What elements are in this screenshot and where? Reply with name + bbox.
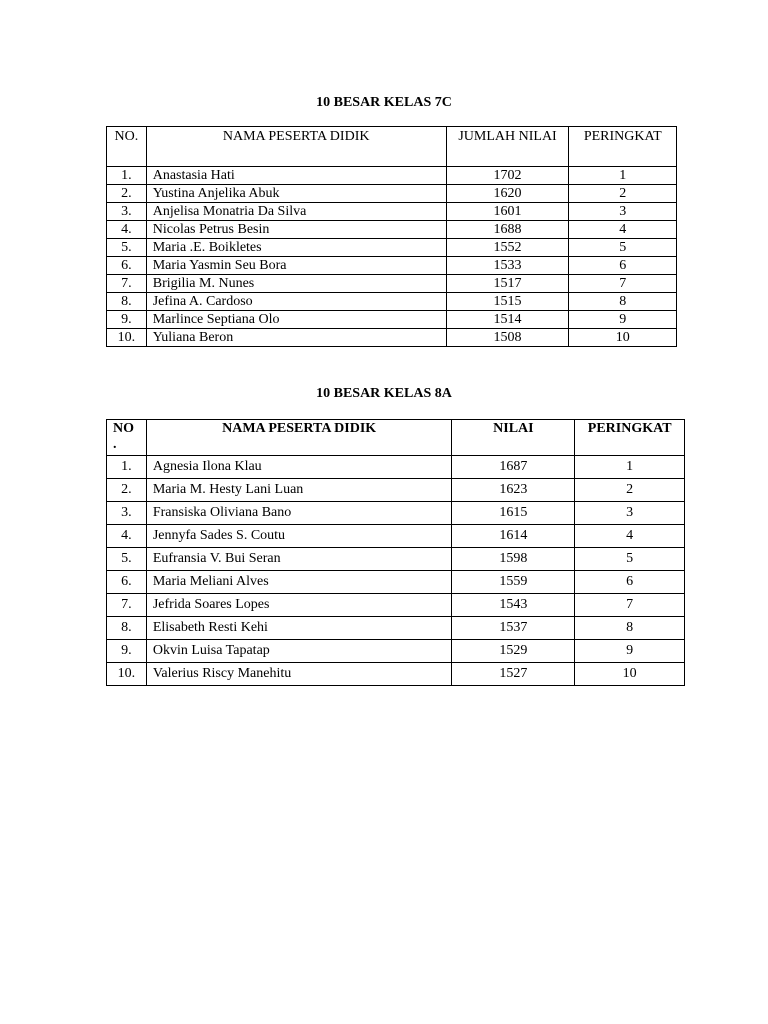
cell-name: Jefrida Soares Lopes (146, 594, 452, 617)
table-row (107, 571, 685, 594)
cell-name: Anjelisa Monatria Da Silva (146, 203, 446, 221)
cell-no: 5. (107, 548, 147, 571)
table-row (107, 167, 677, 185)
table-row (107, 185, 677, 203)
cell-rank: 5 (575, 548, 685, 571)
class-8a-title: 10 BESAR KELAS 8A (316, 386, 452, 401)
cell-name: Fransiska Oliviana Bano (146, 502, 452, 525)
cell-score: 1559 (452, 571, 575, 594)
cell-score: 1615 (452, 502, 575, 525)
cell-name: Eufransia V. Bui Seran (146, 548, 452, 571)
header-rank: PERINGKAT (575, 420, 685, 456)
cell-rank: 3 (569, 203, 677, 221)
cell-score: 1517 (446, 275, 569, 293)
cell-rank: 7 (575, 594, 685, 617)
cell-score: 1543 (452, 594, 575, 617)
cell-no: 2. (107, 479, 147, 502)
cell-rank: 9 (569, 311, 677, 329)
cell-no: 10. (107, 329, 147, 347)
table-row (107, 293, 677, 311)
cell-no: 4. (107, 221, 147, 239)
header-no-line1: NO (113, 421, 134, 436)
cell-rank: 2 (569, 185, 677, 203)
cell-score: 1623 (452, 479, 575, 502)
cell-name: Yuliana Beron (146, 329, 446, 347)
header-no (107, 420, 147, 456)
cell-score: 1688 (446, 221, 569, 239)
cell-score: 1598 (452, 548, 575, 571)
cell-no: 3. (107, 502, 147, 525)
cell-name: Maria M. Hesty Lani Luan (146, 479, 452, 502)
cell-rank: 5 (569, 239, 677, 257)
class-8a-table (106, 419, 685, 686)
cell-name: Okvin Luisa Tapatap (146, 640, 452, 663)
cell-rank: 1 (569, 167, 677, 185)
cell-rank: 10 (569, 329, 677, 347)
header-score: JUMLAH NILAI (446, 127, 569, 167)
cell-no: 5. (107, 239, 147, 257)
cell-no: 8. (107, 293, 147, 311)
cell-name: Brigilia M. Nunes (146, 275, 446, 293)
cell-no: 8. (107, 617, 147, 640)
cell-rank: 7 (569, 275, 677, 293)
cell-no: 4. (107, 525, 147, 548)
cell-rank: 8 (575, 617, 685, 640)
cell-score: 1614 (452, 525, 575, 548)
cell-no: 1. (107, 167, 147, 185)
class-7c-table (106, 126, 677, 347)
cell-score: 1514 (446, 311, 569, 329)
cell-rank: 6 (569, 257, 677, 275)
cell-score: 1515 (446, 293, 569, 311)
cell-no: 6. (107, 571, 147, 594)
table-row (107, 594, 685, 617)
table-header-row (107, 420, 685, 456)
cell-rank: 6 (575, 571, 685, 594)
table-row (107, 617, 685, 640)
cell-score: 1702 (446, 167, 569, 185)
cell-rank: 8 (569, 293, 677, 311)
header-name: NAMA PESERTA DIDIK (146, 420, 452, 456)
cell-score: 1508 (446, 329, 569, 347)
table-row (107, 221, 677, 239)
cell-rank: 4 (575, 525, 685, 548)
cell-name: Marlince Septiana Olo (146, 311, 446, 329)
table-row (107, 456, 685, 479)
header-name: NAMA PESERTA DIDIK (146, 127, 446, 167)
table-row (107, 525, 685, 548)
table-row (107, 663, 685, 686)
header-no-line2: . (113, 437, 117, 452)
table-row (107, 502, 685, 525)
cell-no: 7. (107, 594, 147, 617)
cell-score: 1601 (446, 203, 569, 221)
cell-score: 1552 (446, 239, 569, 257)
cell-name: Valerius Riscy Manehitu (146, 663, 452, 686)
cell-no: 3. (107, 203, 147, 221)
table-row (107, 239, 677, 257)
cell-name: Nicolas Petrus Besin (146, 221, 446, 239)
cell-no: 7. (107, 275, 147, 293)
cell-rank: 10 (575, 663, 685, 686)
class-8a-rows (107, 456, 685, 686)
cell-score: 1533 (446, 257, 569, 275)
cell-score: 1537 (452, 617, 575, 640)
table-row (107, 203, 677, 221)
header-rank: PERINGKAT (569, 127, 677, 167)
cell-score: 1527 (452, 663, 575, 686)
header-no: NO. (107, 127, 147, 167)
table-row (107, 329, 677, 347)
cell-name: Agnesia Ilona Klau (146, 456, 452, 479)
cell-no: 1. (107, 456, 147, 479)
table-row (107, 257, 677, 275)
cell-rank: 2 (575, 479, 685, 502)
header-score: NILAI (452, 420, 575, 456)
cell-no: 9. (107, 311, 147, 329)
cell-name: Jefina A. Cardoso (146, 293, 446, 311)
cell-no: 10. (107, 663, 147, 686)
cell-rank: 1 (575, 456, 685, 479)
table-row (107, 548, 685, 571)
cell-name: Maria .E. Boikletes (146, 239, 446, 257)
cell-name: Jennyfa Sades S. Coutu (146, 525, 452, 548)
cell-name: Anastasia Hati (146, 167, 446, 185)
table-row (107, 640, 685, 663)
cell-score: 1620 (446, 185, 569, 203)
cell-no: 6. (107, 257, 147, 275)
cell-rank: 4 (569, 221, 677, 239)
cell-name: Maria Yasmin Seu Bora (146, 257, 446, 275)
class-7c-rows (107, 167, 677, 347)
class-7c-title: 10 BESAR KELAS 7C (316, 95, 452, 110)
cell-score: 1529 (452, 640, 575, 663)
cell-no: 9. (107, 640, 147, 663)
cell-rank: 3 (575, 502, 685, 525)
table-header-row (107, 127, 677, 167)
cell-no: 2. (107, 185, 147, 203)
cell-name: Maria Meliani Alves (146, 571, 452, 594)
cell-name: Elisabeth Resti Kehi (146, 617, 452, 640)
table-row (107, 275, 677, 293)
table-row (107, 479, 685, 502)
cell-rank: 9 (575, 640, 685, 663)
cell-score: 1687 (452, 456, 575, 479)
cell-name: Yustina Anjelika Abuk (146, 185, 446, 203)
table-row (107, 311, 677, 329)
